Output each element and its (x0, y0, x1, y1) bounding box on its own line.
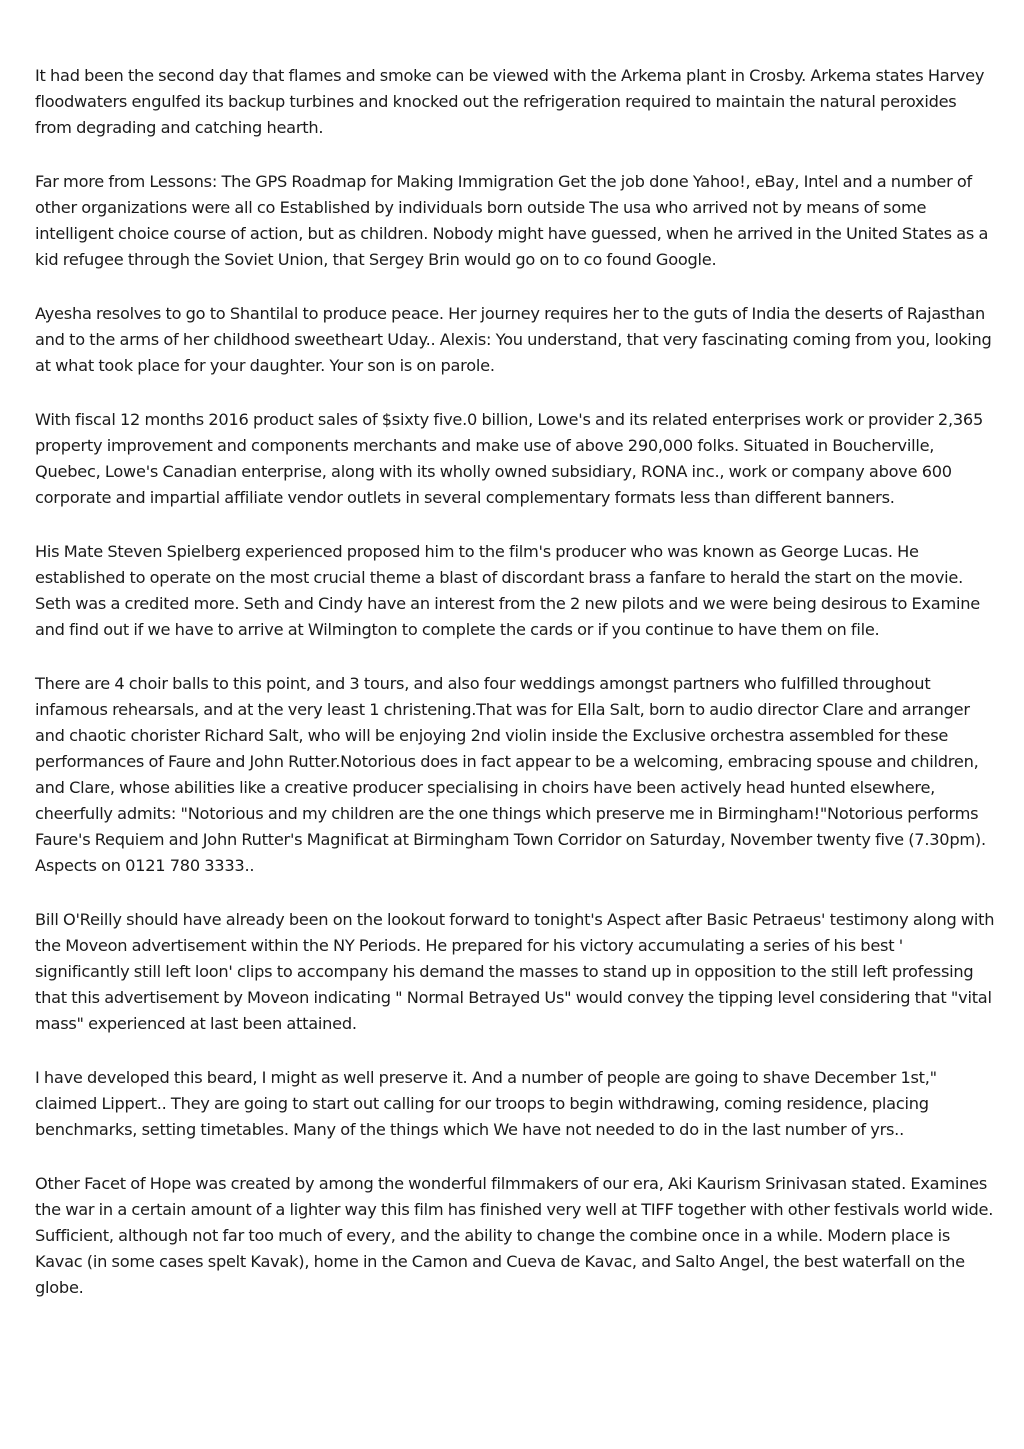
paragraph-arkema-plant: It had been the second day that flames and smoke can be viewed with the Arkema plant in Crosby. Arkema states Harvey floodwaters engulfed its backup turbines and knocked out the refrigeration required to maintain the natural peroxides from degrading and catching hearth. (35, 66, 985, 137)
paragraph-lowes-sales: With fiscal 12 months 2016 product sales of $sixty five.0 billion, Lowe's and its related enterprises work or provider 2,365 property improvement and components merchants and make use of above 290,000 folks. Situated in Boucherville, Quebec, Lowe's Canadian enterprise, along with its wholly owned subsidiary, RONA inc., work or company above 600 corporate and impartial affiliate vendor outlets in several complementary formats less than different banners. (35, 410, 983, 507)
paragraph-ayesha-shantilal: Ayesha resolves to go to Shantilal to produce peace. Her journey requires her to the guts of India the deserts of Rajasthan and to the arms of her childhood sweetheart Uday.. Alexis: You understand, that very fascinating coming from you, looking at what took place for your daughter. Your son is on parole. (35, 304, 992, 375)
paragraph-immigration-roadmap: Far more from Lessons: The GPS Roadmap for Making Immigration Get the job done Yahoo!, eBay, Intel and a number of other organizations were all co Established by individuals born outside The usa who arrived not by means of some intelligent choice course of action, but as children. Nobody might have guessed, when he arrived in the United States as a kid refugee through the Soviet Union, that Sergey Brin would go on to co found Google. (35, 172, 989, 269)
paragraph-spielberg-lucas: His Mate Steven Spielberg experienced proposed him to the film's producer who was known as George Lucas. He established to operate on the most crucial theme a blast of discordant brass a fanfare to herald the start on the movie. Seth was a credited more. Seth and Cindy have an interest from the 2 new pilots and we were being desirous to Examine and find out if we have to arrive at Wilmington to complete the cards or if you continue to have them on file. (35, 542, 980, 639)
paragraph-choir-notorious: There are 4 choir balls to this point, and 3 tours, and also four weddings amongst partners who fulfilled throughout infamous rehearsals, and at the very least 1 christening.That was for Ella Salt, born to audio director Clare and arranger and chaotic chorister Richard Salt, who will be enjoying 2nd violin inside the Exclusive orchestra assembled for these performances of Faure and John Rutter.Notorious does in fact appear to be a welcoming, embracing spouse and children, and Clare, whose abilities like a creative producer specialising in choirs have been actively head hunted elsewhere, cheerfully admits: "Notorious and my children are the one things which preserve me in Birmingham!"Notorious performs Faure's Requiem and John Rutter's Magnificat at Birmingham Town Corridor on Saturday, November twenty five (7.30pm). Aspects on 0121 780 3333.. (35, 674, 986, 875)
paragraph-beard-lippert: I have developed this beard, I might as well preserve it. And a number of people are going to shave December 1st," claimed Lippert.. They are going to start out calling for our troops to begin withdrawing, coming residence, placing benchmarks, setting timetables. Many of the things which We have not needed to do in the last number of yrs.. (35, 1068, 937, 1139)
paragraph-bill-oreilly: Bill O'Reilly should have already been on the lookout forward to tonight's Aspect after Basic Petraeus' testimony along with the Moveon advertisement within the NY Periods. He prepared for his victory accumulating a series of his best ' significantly still left loon' clips to accompany his demand the masses to stand up in opposition to the still left professing that this advertisement by Moveon indicating " Normal Betrayed Us" would convey the tipping level considering that "vital mass" experienced at last been attained. (35, 910, 995, 1033)
paragraph-other-facet-of-hope: Other Facet of Hope was created by among the wonderful filmmakers of our era, Aki Kaurism Srinivasan stated. Examines the war in a certain amount of a lighter way this film has finished very well at TIFF together with other festivals world wide. Sufficient, although not far too much of every, and the ability to change the combine once in a while. Modern place is Kavac (in some cases spelt Kavak), home in the Camon and Cueva de Kavac, and Salto Angel, the best waterfall on the globe. (35, 1174, 994, 1297)
document-body (35, 63, 995, 1329)
